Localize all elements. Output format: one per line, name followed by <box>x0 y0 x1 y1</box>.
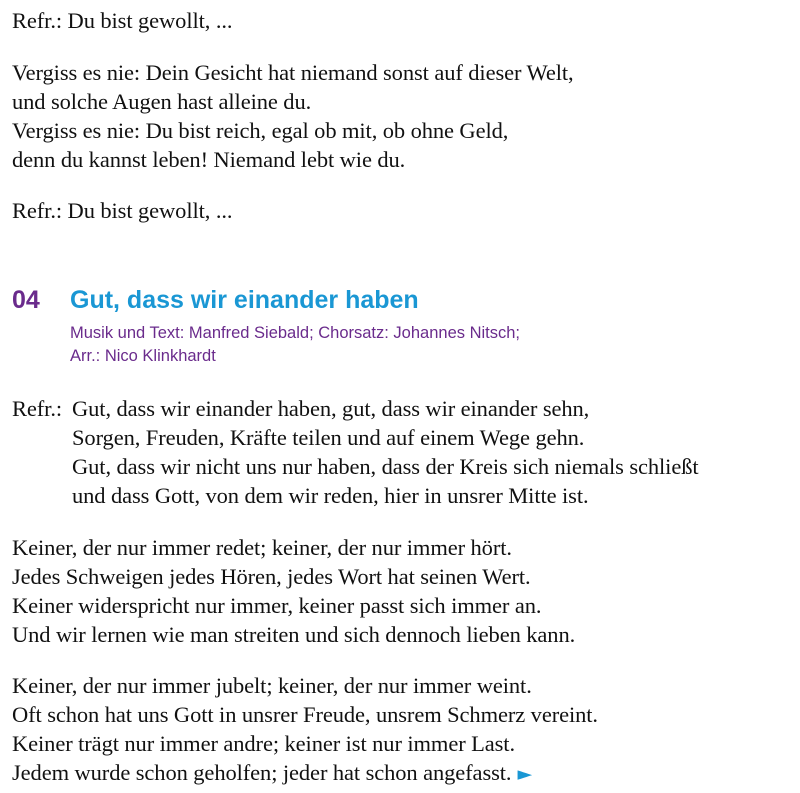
verse-line: denn du kannst leben! Niemand lebt wie du. <box>12 147 406 172</box>
refrain-label: Refr.: <box>12 396 63 421</box>
song-title: Gut, dass wir einander haben <box>70 286 419 314</box>
song-number: 04 <box>12 286 40 314</box>
refrain-reference: Refr.: Du bist gewollt, ... <box>12 198 233 223</box>
verse-line: Vergiss es nie: Du bist reich, egal ob mit, ob ohne Geld, <box>12 118 509 143</box>
refrain-line: Gut, dass wir nicht uns nur haben, dass der Kreis sich niemals schließt <box>72 454 699 479</box>
song-credits-arranger: Arr.: Nico Klinkhardt <box>70 347 216 365</box>
verse-line: Jedes Schweigen jedes Hören, jedes Wort hat seinen Wert. <box>12 564 531 589</box>
continue-arrow-icon: ► <box>517 763 532 785</box>
verse-line: und solche Augen hast alleine du. <box>12 89 312 114</box>
verse-line: Vergiss es nie: Dein Gesicht hat niemand sonst auf dieser Welt, <box>12 60 574 85</box>
verse-line: Und wir lernen wie man streiten und sich dennoch lieben kann. <box>12 622 576 647</box>
verse-line: Keiner widerspricht nur immer, keiner passt sich immer an. <box>12 593 542 618</box>
refrain-reference: Refr.: Du bist gewollt, ... <box>12 8 233 33</box>
verse-line: Oft schon hat uns Gott in unsrer Freude, unsrem Schmerz vereint. <box>12 702 598 727</box>
refrain-line: Sorgen, Freuden, Kräfte teilen und auf einem Wege gehn. <box>72 425 585 450</box>
verse-line: Keiner, der nur immer redet; keiner, der nur immer hört. <box>12 535 512 560</box>
verse-line: Keiner, der nur immer jubelt; keiner, der nur immer weint. <box>12 673 532 698</box>
song-credits: Musik und Text: Manfred Siebald; Chorsatz: Johannes Nitsch; <box>70 324 521 342</box>
refrain-line: und dass Gott, von dem wir reden, hier in unsrer Mitte ist. <box>72 483 589 508</box>
verse-line-text: Jedem wurde schon geholfen; jeder hat schon angefasst. <box>12 760 512 785</box>
refrain-line: Gut, dass wir einander haben, gut, dass wir einander sehn, <box>72 396 590 421</box>
verse-line: Keiner trägt nur immer andre; keiner ist nur immer Last. <box>12 731 515 756</box>
verse-line-last <box>12 758 532 789</box>
